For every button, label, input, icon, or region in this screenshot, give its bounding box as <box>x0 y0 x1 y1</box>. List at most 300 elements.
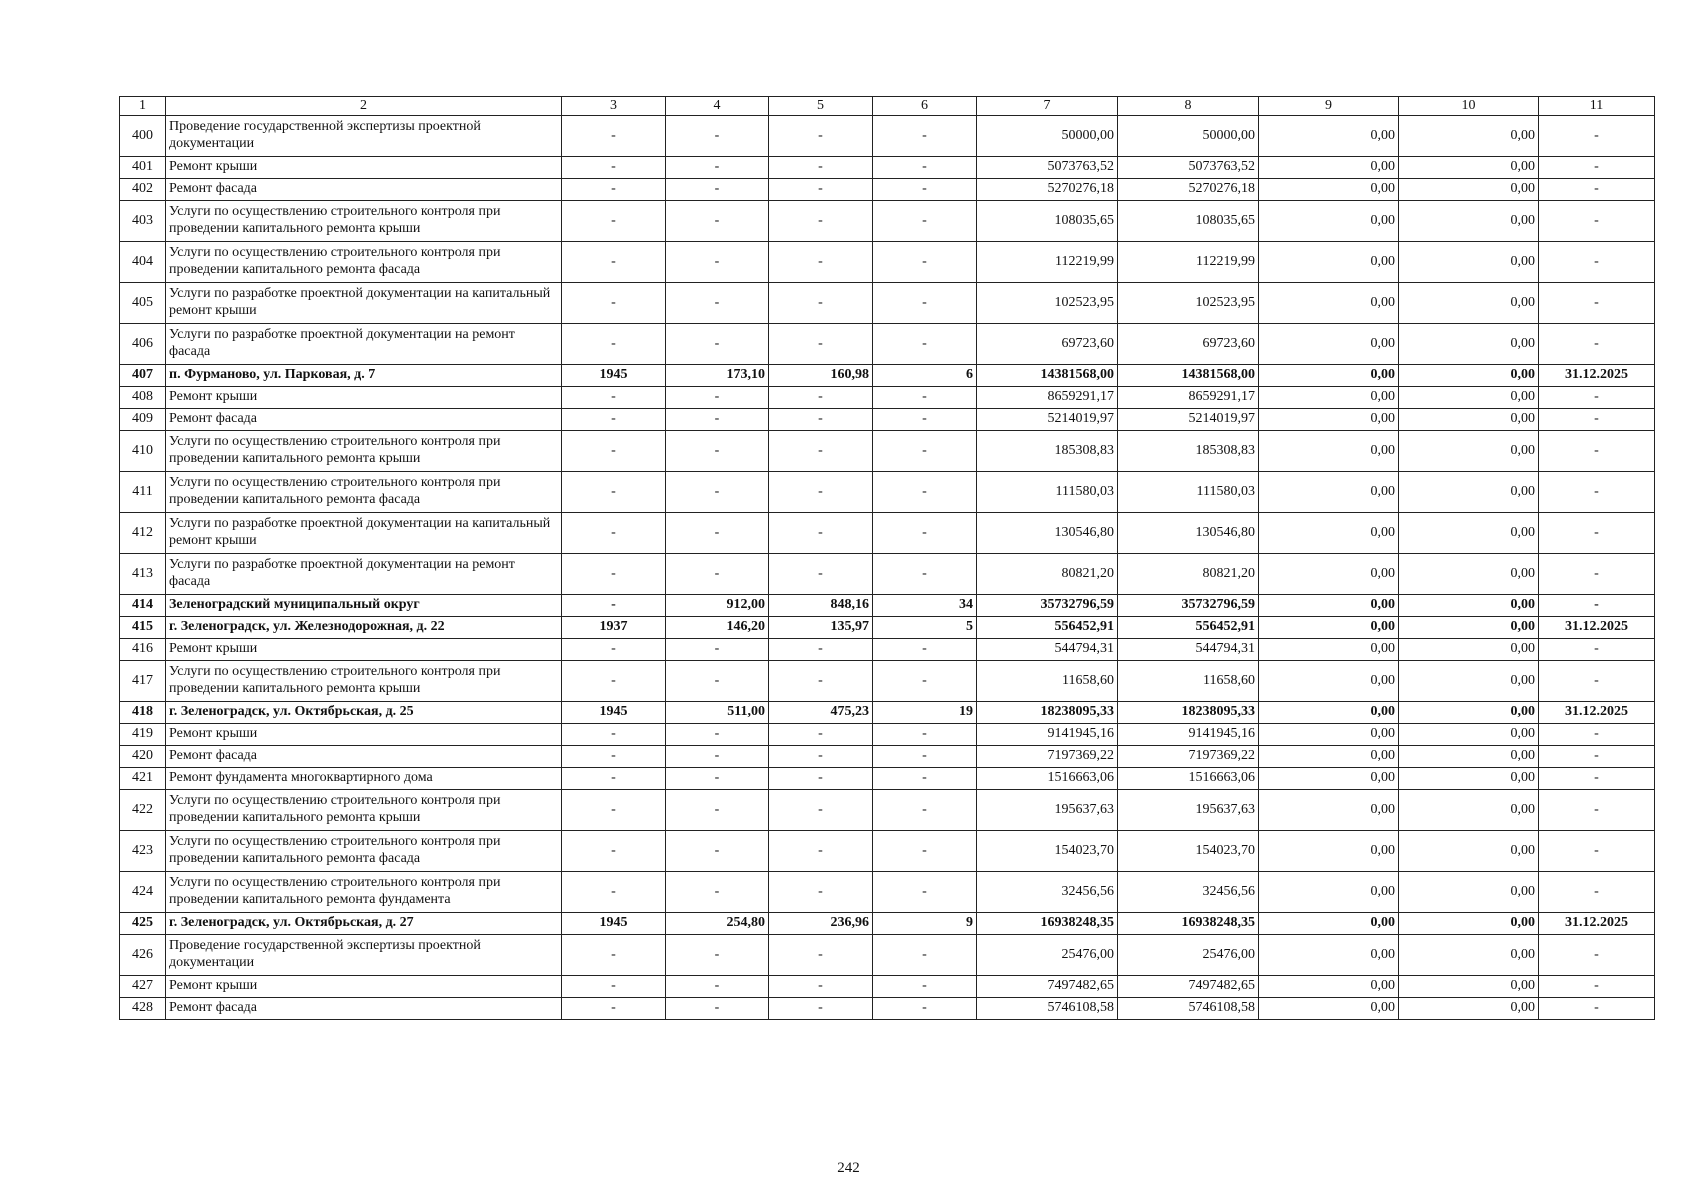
row-number: 417 <box>120 661 166 702</box>
cell-col-5: - <box>769 935 873 976</box>
cell-col-9: 0,00 <box>1259 976 1399 998</box>
cell-col-6: - <box>873 431 977 472</box>
cell-col-11: - <box>1539 976 1655 998</box>
cell-col-9: 0,00 <box>1259 431 1399 472</box>
col-header-9: 9 <box>1259 97 1399 116</box>
cell-col-4: - <box>666 831 769 872</box>
cell-col-8: 7197369,22 <box>1118 746 1259 768</box>
cell-col-10: 0,00 <box>1399 746 1539 768</box>
cell-col-6: - <box>873 387 977 409</box>
cell-col-11: - <box>1539 201 1655 242</box>
table-row <box>120 790 1655 831</box>
row-name: Услуги по осуществлению строительного контроля при проведении капитального ремонта крыши <box>166 790 562 831</box>
table-row <box>120 724 1655 746</box>
cell-col-7: 80821,20 <box>977 554 1118 595</box>
table-body <box>120 116 1655 1020</box>
cell-col-8: 35732796,59 <box>1118 595 1259 617</box>
row-name: Ремонт крыши <box>166 976 562 998</box>
cell-col-9: 0,00 <box>1259 283 1399 324</box>
cell-col-6: - <box>873 283 977 324</box>
cell-col-6: 5 <box>873 617 977 639</box>
cell-col-9: 0,00 <box>1259 201 1399 242</box>
row-name: Ремонт фасада <box>166 998 562 1020</box>
cell-col-8: 102523,95 <box>1118 283 1259 324</box>
cell-col-6: - <box>873 790 977 831</box>
cell-col-10: 0,00 <box>1399 116 1539 157</box>
cell-col-4: - <box>666 283 769 324</box>
cell-col-7: 556452,91 <box>977 617 1118 639</box>
cell-col-4: - <box>666 872 769 913</box>
cell-col-3: 1945 <box>562 913 666 935</box>
row-number: 423 <box>120 831 166 872</box>
cell-col-5: - <box>769 976 873 998</box>
table-row <box>120 935 1655 976</box>
row-name: Зеленоградский муниципальный округ <box>166 595 562 617</box>
cell-col-9: 0,00 <box>1259 617 1399 639</box>
cell-col-3: 1945 <box>562 365 666 387</box>
cell-col-10: 0,00 <box>1399 790 1539 831</box>
row-name: Ремонт крыши <box>166 387 562 409</box>
cell-col-9: 0,00 <box>1259 702 1399 724</box>
cell-col-11: - <box>1539 998 1655 1020</box>
cell-col-6: - <box>873 513 977 554</box>
row-name: Ремонт фасада <box>166 409 562 431</box>
cell-col-4: - <box>666 116 769 157</box>
cell-col-10: 0,00 <box>1399 768 1539 790</box>
cell-col-11: - <box>1539 472 1655 513</box>
cell-col-3: 1945 <box>562 702 666 724</box>
cell-col-6: - <box>873 724 977 746</box>
cell-col-4: 254,80 <box>666 913 769 935</box>
table-row <box>120 554 1655 595</box>
cell-col-9: 0,00 <box>1259 639 1399 661</box>
row-number: 419 <box>120 724 166 746</box>
cell-col-5: - <box>769 179 873 201</box>
cell-col-9: 0,00 <box>1259 409 1399 431</box>
cell-col-7: 195637,63 <box>977 790 1118 831</box>
row-name: г. Зеленоградск, ул. Железнодорожная, д. 22 <box>166 617 562 639</box>
cell-col-8: 14381568,00 <box>1118 365 1259 387</box>
cell-col-9: 0,00 <box>1259 595 1399 617</box>
cell-col-4: - <box>666 768 769 790</box>
row-number: 428 <box>120 998 166 1020</box>
cell-col-11: 31.12.2025 <box>1539 365 1655 387</box>
cell-col-3: - <box>562 935 666 976</box>
row-name: Услуги по осуществлению строительного контроля при проведении капитального ремонта крыши <box>166 431 562 472</box>
col-header-5: 5 <box>769 97 873 116</box>
table-row <box>120 617 1655 639</box>
row-number: 408 <box>120 387 166 409</box>
cell-col-3: - <box>562 513 666 554</box>
col-header-6: 6 <box>873 97 977 116</box>
row-name: Услуги по осуществлению строительного контроля при проведении капитального ремонта фундамента <box>166 872 562 913</box>
cell-col-3: - <box>562 831 666 872</box>
cell-col-6: - <box>873 157 977 179</box>
cell-col-4: - <box>666 790 769 831</box>
cell-col-7: 9141945,16 <box>977 724 1118 746</box>
cell-col-7: 1516663,06 <box>977 768 1118 790</box>
row-number: 416 <box>120 639 166 661</box>
cell-col-5: - <box>769 242 873 283</box>
cell-col-9: 0,00 <box>1259 935 1399 976</box>
cell-col-8: 154023,70 <box>1118 831 1259 872</box>
cell-col-11: - <box>1539 639 1655 661</box>
cell-col-10: 0,00 <box>1399 872 1539 913</box>
cell-col-11: - <box>1539 724 1655 746</box>
row-name: Услуги по разработке проектной документации на капитальный ремонт крыши <box>166 513 562 554</box>
table-row <box>120 746 1655 768</box>
cell-col-11: - <box>1539 595 1655 617</box>
cell-col-5: - <box>769 998 873 1020</box>
row-name: Ремонт крыши <box>166 724 562 746</box>
row-number: 414 <box>120 595 166 617</box>
cell-col-4: - <box>666 513 769 554</box>
cell-col-6: 9 <box>873 913 977 935</box>
cell-col-7: 154023,70 <box>977 831 1118 872</box>
cell-col-11: - <box>1539 242 1655 283</box>
cell-col-5: 848,16 <box>769 595 873 617</box>
cell-col-4: - <box>666 746 769 768</box>
row-number: 410 <box>120 431 166 472</box>
cell-col-3: - <box>562 472 666 513</box>
cell-col-7: 7197369,22 <box>977 746 1118 768</box>
row-number: 418 <box>120 702 166 724</box>
works-table <box>119 96 1655 1020</box>
cell-col-9: 0,00 <box>1259 554 1399 595</box>
cell-col-11: - <box>1539 746 1655 768</box>
cell-col-7: 5270276,18 <box>977 179 1118 201</box>
cell-col-7: 130546,80 <box>977 513 1118 554</box>
cell-col-5: - <box>769 872 873 913</box>
cell-col-7: 111580,03 <box>977 472 1118 513</box>
cell-col-9: 0,00 <box>1259 387 1399 409</box>
cell-col-10: 0,00 <box>1399 431 1539 472</box>
cell-col-10: 0,00 <box>1399 998 1539 1020</box>
cell-col-9: 0,00 <box>1259 790 1399 831</box>
cell-col-11: - <box>1539 324 1655 365</box>
cell-col-3: - <box>562 387 666 409</box>
cell-col-11: - <box>1539 179 1655 201</box>
cell-col-3: - <box>562 283 666 324</box>
cell-col-4: - <box>666 935 769 976</box>
cell-col-11: - <box>1539 116 1655 157</box>
table-row <box>120 976 1655 998</box>
table-row <box>120 639 1655 661</box>
cell-col-6: - <box>873 472 977 513</box>
cell-col-3: - <box>562 661 666 702</box>
cell-col-10: 0,00 <box>1399 976 1539 998</box>
cell-col-3: - <box>562 179 666 201</box>
cell-col-9: 0,00 <box>1259 746 1399 768</box>
col-header-8: 8 <box>1118 97 1259 116</box>
cell-col-10: 0,00 <box>1399 913 1539 935</box>
cell-col-5: - <box>769 661 873 702</box>
cell-col-7: 544794,31 <box>977 639 1118 661</box>
cell-col-5: 135,97 <box>769 617 873 639</box>
cell-col-10: 0,00 <box>1399 935 1539 976</box>
row-number: 406 <box>120 324 166 365</box>
cell-col-3: - <box>562 242 666 283</box>
cell-col-4: - <box>666 661 769 702</box>
row-name: Услуги по осуществлению строительного контроля при проведении капитального ремонта крыши <box>166 201 562 242</box>
cell-col-7: 112219,99 <box>977 242 1118 283</box>
cell-col-10: 0,00 <box>1399 201 1539 242</box>
cell-col-11: - <box>1539 554 1655 595</box>
cell-col-10: 0,00 <box>1399 365 1539 387</box>
cell-col-10: 0,00 <box>1399 554 1539 595</box>
cell-col-9: 0,00 <box>1259 324 1399 365</box>
cell-col-5: - <box>769 746 873 768</box>
cell-col-8: 112219,99 <box>1118 242 1259 283</box>
cell-col-11: - <box>1539 283 1655 324</box>
cell-col-5: - <box>769 116 873 157</box>
table-row <box>120 872 1655 913</box>
cell-col-4: - <box>666 242 769 283</box>
cell-col-7: 7497482,65 <box>977 976 1118 998</box>
cell-col-7: 69723,60 <box>977 324 1118 365</box>
cell-col-10: 0,00 <box>1399 513 1539 554</box>
cell-col-7: 5214019,97 <box>977 409 1118 431</box>
cell-col-6: 19 <box>873 702 977 724</box>
cell-col-6: - <box>873 661 977 702</box>
row-name: г. Зеленоградск, ул. Октябрьская, д. 27 <box>166 913 562 935</box>
cell-col-8: 32456,56 <box>1118 872 1259 913</box>
table-row <box>120 201 1655 242</box>
cell-col-3: - <box>562 790 666 831</box>
cell-col-6: - <box>873 998 977 1020</box>
cell-col-6: - <box>873 116 977 157</box>
row-number: 411 <box>120 472 166 513</box>
cell-col-3: - <box>562 201 666 242</box>
row-number: 404 <box>120 242 166 283</box>
cell-col-5: - <box>769 554 873 595</box>
cell-col-3: - <box>562 639 666 661</box>
cell-col-5: - <box>769 639 873 661</box>
cell-col-11: - <box>1539 768 1655 790</box>
cell-col-6: - <box>873 409 977 431</box>
cell-col-10: 0,00 <box>1399 283 1539 324</box>
cell-col-8: 18238095,33 <box>1118 702 1259 724</box>
table-row <box>120 409 1655 431</box>
row-number: 403 <box>120 201 166 242</box>
cell-col-6: 34 <box>873 595 977 617</box>
cell-col-10: 0,00 <box>1399 831 1539 872</box>
cell-col-8: 7497482,65 <box>1118 976 1259 998</box>
row-number: 402 <box>120 179 166 201</box>
cell-col-3: - <box>562 998 666 1020</box>
cell-col-4: - <box>666 201 769 242</box>
table-row <box>120 324 1655 365</box>
cell-col-6: - <box>873 324 977 365</box>
row-number: 425 <box>120 913 166 935</box>
cell-col-8: 5746108,58 <box>1118 998 1259 1020</box>
row-name: Услуги по осуществлению строительного контроля при проведении капитального ремонта фасада <box>166 831 562 872</box>
cell-col-7: 185308,83 <box>977 431 1118 472</box>
row-number: 422 <box>120 790 166 831</box>
table-row <box>120 913 1655 935</box>
row-name: Услуги по осуществлению строительного контроля при проведении капитального ремонта крыши <box>166 661 562 702</box>
cell-col-9: 0,00 <box>1259 768 1399 790</box>
cell-col-9: 0,00 <box>1259 472 1399 513</box>
cell-col-3: - <box>562 554 666 595</box>
cell-col-6: - <box>873 976 977 998</box>
cell-col-4: - <box>666 639 769 661</box>
row-name: Услуги по разработке проектной документации на капитальный ремонт крыши <box>166 283 562 324</box>
cell-col-8: 9141945,16 <box>1118 724 1259 746</box>
cell-col-3: 1937 <box>562 617 666 639</box>
table-row <box>120 661 1655 702</box>
cell-col-10: 0,00 <box>1399 324 1539 365</box>
cell-col-4: - <box>666 554 769 595</box>
cell-col-7: 108035,65 <box>977 201 1118 242</box>
cell-col-6: - <box>873 768 977 790</box>
cell-col-7: 8659291,17 <box>977 387 1118 409</box>
cell-col-6: - <box>873 872 977 913</box>
cell-col-9: 0,00 <box>1259 242 1399 283</box>
cell-col-10: 0,00 <box>1399 661 1539 702</box>
cell-col-8: 16938248,35 <box>1118 913 1259 935</box>
cell-col-4: - <box>666 724 769 746</box>
cell-col-5: - <box>769 201 873 242</box>
row-name: Услуги по осуществлению строительного контроля при проведении капитального ремонта фасада <box>166 242 562 283</box>
table-row <box>120 702 1655 724</box>
cell-col-5: - <box>769 431 873 472</box>
cell-col-4: - <box>666 179 769 201</box>
row-name: Услуги по разработке проектной документации на ремонт фасада <box>166 324 562 365</box>
cell-col-5: - <box>769 513 873 554</box>
table-row <box>120 179 1655 201</box>
cell-col-10: 0,00 <box>1399 724 1539 746</box>
cell-col-5: - <box>769 724 873 746</box>
row-name: г. Зеленоградск, ул. Октябрьская, д. 25 <box>166 702 562 724</box>
col-header-2: 2 <box>166 97 562 116</box>
table-row <box>120 831 1655 872</box>
cell-col-9: 0,00 <box>1259 116 1399 157</box>
cell-col-8: 185308,83 <box>1118 431 1259 472</box>
col-header-10: 10 <box>1399 97 1539 116</box>
cell-col-9: 0,00 <box>1259 661 1399 702</box>
cell-col-6: - <box>873 179 977 201</box>
cell-col-6: - <box>873 746 977 768</box>
row-number: 412 <box>120 513 166 554</box>
cell-col-5: - <box>769 790 873 831</box>
cell-col-8: 8659291,17 <box>1118 387 1259 409</box>
cell-col-3: - <box>562 409 666 431</box>
cell-col-11: - <box>1539 661 1655 702</box>
cell-col-11: - <box>1539 872 1655 913</box>
cell-col-4: 173,10 <box>666 365 769 387</box>
cell-col-7: 18238095,33 <box>977 702 1118 724</box>
cell-col-3: - <box>562 324 666 365</box>
cell-col-3: - <box>562 595 666 617</box>
cell-col-6: - <box>873 201 977 242</box>
cell-col-6: - <box>873 554 977 595</box>
cell-col-5: 236,96 <box>769 913 873 935</box>
cell-col-4: - <box>666 431 769 472</box>
cell-col-11: - <box>1539 387 1655 409</box>
row-number: 401 <box>120 157 166 179</box>
cell-col-8: 80821,20 <box>1118 554 1259 595</box>
cell-col-7: 5746108,58 <box>977 998 1118 1020</box>
row-name: Ремонт крыши <box>166 157 562 179</box>
cell-col-8: 130546,80 <box>1118 513 1259 554</box>
cell-col-11: - <box>1539 513 1655 554</box>
cell-col-9: 0,00 <box>1259 157 1399 179</box>
cell-col-7: 16938248,35 <box>977 913 1118 935</box>
table-row <box>120 998 1655 1020</box>
col-header-3: 3 <box>562 97 666 116</box>
cell-col-7: 25476,00 <box>977 935 1118 976</box>
cell-col-5: - <box>769 157 873 179</box>
cell-col-6: - <box>873 639 977 661</box>
row-number: 420 <box>120 746 166 768</box>
row-name: Ремонт фундамента многоквартирного дома <box>166 768 562 790</box>
table-row <box>120 513 1655 554</box>
cell-col-8: 5270276,18 <box>1118 179 1259 201</box>
cell-col-11: - <box>1539 409 1655 431</box>
table-row <box>120 283 1655 324</box>
cell-col-11: 31.12.2025 <box>1539 702 1655 724</box>
cell-col-7: 32456,56 <box>977 872 1118 913</box>
cell-col-3: - <box>562 724 666 746</box>
cell-col-11: - <box>1539 935 1655 976</box>
cell-col-9: 0,00 <box>1259 724 1399 746</box>
cell-col-8: 5214019,97 <box>1118 409 1259 431</box>
row-name: п. Фурманово, ул. Парковая, д. 7 <box>166 365 562 387</box>
column-numbers-row <box>120 97 1655 116</box>
cell-col-11: - <box>1539 157 1655 179</box>
cell-col-4: - <box>666 472 769 513</box>
cell-col-5: - <box>769 768 873 790</box>
cell-col-8: 1516663,06 <box>1118 768 1259 790</box>
row-name: Проведение государственной экспертизы проектной документации <box>166 116 562 157</box>
cell-col-8: 544794,31 <box>1118 639 1259 661</box>
row-name: Ремонт фасада <box>166 179 562 201</box>
cell-col-7: 5073763,52 <box>977 157 1118 179</box>
cell-col-10: 0,00 <box>1399 409 1539 431</box>
cell-col-11: - <box>1539 790 1655 831</box>
cell-col-3: - <box>562 116 666 157</box>
cell-col-11: 31.12.2025 <box>1539 617 1655 639</box>
cell-col-8: 11658,60 <box>1118 661 1259 702</box>
cell-col-7: 14381568,00 <box>977 365 1118 387</box>
cell-col-8: 111580,03 <box>1118 472 1259 513</box>
cell-col-8: 50000,00 <box>1118 116 1259 157</box>
cell-col-5: - <box>769 831 873 872</box>
cell-col-10: 0,00 <box>1399 472 1539 513</box>
cell-col-10: 0,00 <box>1399 639 1539 661</box>
cell-col-9: 0,00 <box>1259 365 1399 387</box>
cell-col-7: 102523,95 <box>977 283 1118 324</box>
cell-col-9: 0,00 <box>1259 998 1399 1020</box>
cell-col-4: - <box>666 387 769 409</box>
cell-col-10: 0,00 <box>1399 157 1539 179</box>
row-number: 407 <box>120 365 166 387</box>
cell-col-10: 0,00 <box>1399 702 1539 724</box>
cell-col-4: 511,00 <box>666 702 769 724</box>
table-row <box>120 472 1655 513</box>
cell-col-9: 0,00 <box>1259 513 1399 554</box>
cell-col-3: - <box>562 157 666 179</box>
cell-col-5: 475,23 <box>769 702 873 724</box>
cell-col-10: 0,00 <box>1399 179 1539 201</box>
cell-col-9: 0,00 <box>1259 179 1399 201</box>
cell-col-5: 160,98 <box>769 365 873 387</box>
row-number: 413 <box>120 554 166 595</box>
cell-col-4: - <box>666 324 769 365</box>
row-number: 405 <box>120 283 166 324</box>
col-header-11: 11 <box>1539 97 1655 116</box>
